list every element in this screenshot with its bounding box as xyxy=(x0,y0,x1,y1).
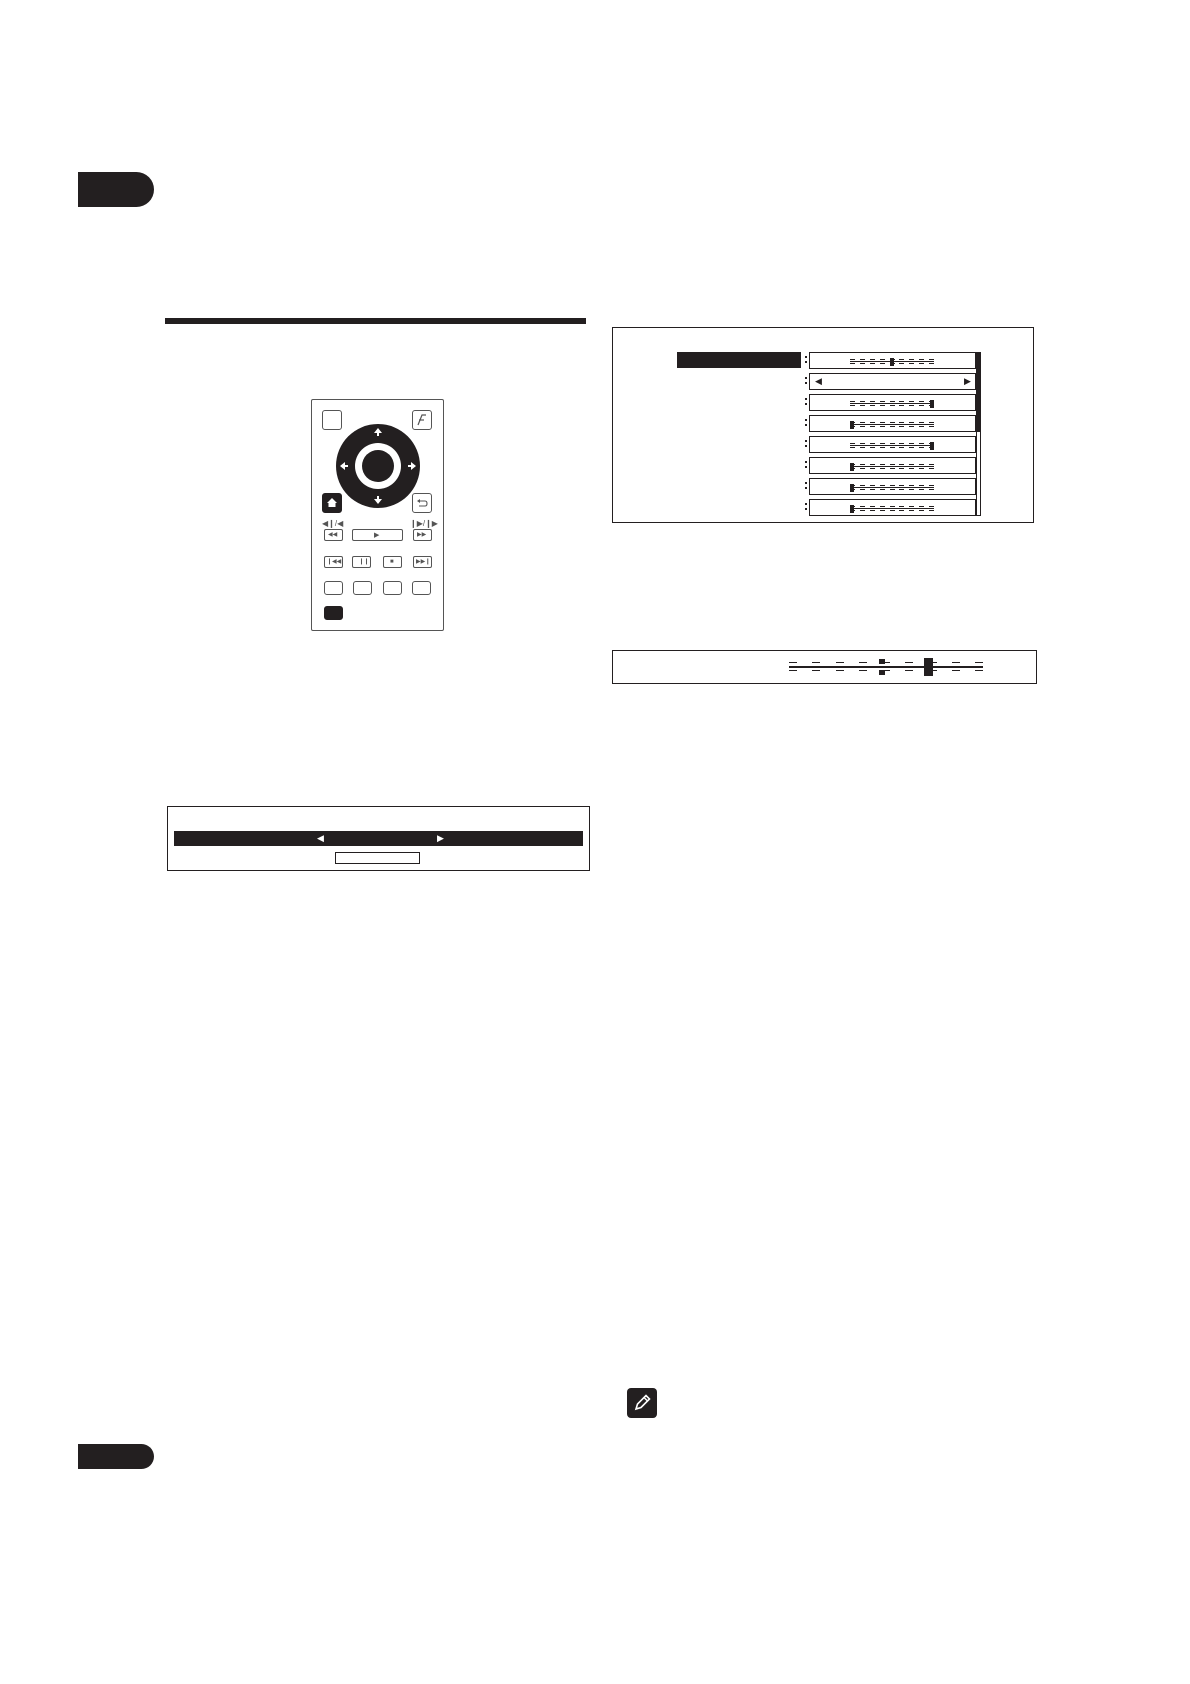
slider-tick xyxy=(909,401,914,402)
slider-tick xyxy=(929,485,934,486)
slider-tick xyxy=(860,489,865,490)
slider-tick xyxy=(899,401,904,402)
adjustment-tick xyxy=(905,662,913,663)
step-forward-label: ❙▶/❙▶ xyxy=(410,519,438,528)
slider-tick xyxy=(870,506,875,507)
slider-tick xyxy=(909,447,914,448)
enter-button[interactable] xyxy=(362,450,394,482)
slider-tick xyxy=(929,363,934,364)
previous-button[interactable] xyxy=(324,556,343,568)
previous-glyph: ❙◀◀ xyxy=(327,559,342,565)
slider-tick xyxy=(880,401,885,402)
color-button-3[interactable] xyxy=(383,581,402,595)
slider-tick xyxy=(890,405,895,406)
return-button[interactable] xyxy=(412,493,432,513)
row-1-slider[interactable] xyxy=(850,358,934,366)
slider-tick xyxy=(870,426,875,427)
slider-knob[interactable] xyxy=(850,505,854,513)
slider-tick xyxy=(860,485,865,486)
rewind-glyph: ◀◀ xyxy=(328,532,338,538)
slider-tick xyxy=(850,359,855,360)
slider-tick xyxy=(899,485,904,486)
slider-tick xyxy=(929,426,934,427)
slider-tick xyxy=(899,464,904,465)
slider-tick xyxy=(860,447,865,448)
slider-tick xyxy=(880,426,885,427)
slider-tick xyxy=(860,464,865,465)
adjustment-center-marker xyxy=(879,659,885,675)
adjustment-tick xyxy=(859,662,867,663)
osd-select-button[interactable] xyxy=(335,852,420,864)
menu-selected-label-highlight[interactable] xyxy=(677,352,801,368)
slider-tick xyxy=(850,443,855,444)
fast-forward-glyph: ▶▶ xyxy=(417,532,427,538)
slider-tick xyxy=(929,468,934,469)
arrow-down-icon[interactable] xyxy=(373,495,383,505)
slider-tick xyxy=(870,359,875,360)
slider-tick xyxy=(929,510,934,511)
slider-tick xyxy=(870,489,875,490)
row-5-slider[interactable] xyxy=(850,442,934,450)
slider-tick xyxy=(870,485,875,486)
slider-tick xyxy=(929,464,934,465)
slider-tick xyxy=(860,510,865,511)
color-button-1[interactable] xyxy=(324,581,343,595)
slider-knob[interactable] xyxy=(850,421,854,429)
slider-tick xyxy=(870,447,875,448)
slider-tick xyxy=(890,485,895,486)
adjustment-track xyxy=(789,666,983,668)
slider-tick xyxy=(870,443,875,444)
slider-knob[interactable] xyxy=(930,400,934,408)
slider-tick xyxy=(870,510,875,511)
slider-tick xyxy=(880,510,885,511)
slider-tick xyxy=(870,401,875,402)
slider-tick xyxy=(929,359,934,360)
select-left-arrow-icon[interactable]: ◀ xyxy=(317,833,324,843)
pencil-note-icon xyxy=(627,1388,657,1418)
slider-tick xyxy=(899,422,904,423)
row-7-slider[interactable] xyxy=(850,484,934,492)
slider-tick xyxy=(919,468,924,469)
slider-tick xyxy=(899,443,904,444)
slider-tick xyxy=(919,405,924,406)
pause-glyph: ❙❙ xyxy=(359,559,370,565)
select-right-arrow-icon[interactable]: ▶ xyxy=(437,833,444,843)
adjustment-bar[interactable] xyxy=(789,657,983,677)
slider-tick xyxy=(909,426,914,427)
slider-tick xyxy=(919,510,924,511)
pause-button[interactable] xyxy=(352,556,371,568)
slider-tick xyxy=(880,447,885,448)
adjustment-tick xyxy=(975,670,983,671)
next-glyph: ▶▶❙ xyxy=(416,559,431,565)
slider-tick xyxy=(899,426,904,427)
home-icon xyxy=(323,494,341,512)
slider-tick xyxy=(919,489,924,490)
fast-forward-button[interactable] xyxy=(413,529,432,541)
play-glyph: ▶ xyxy=(374,532,380,539)
slider-track xyxy=(850,487,934,488)
row-5-slider-value[interactable] xyxy=(809,436,976,453)
slider-tick xyxy=(890,506,895,507)
slider-tick xyxy=(899,447,904,448)
slider-track xyxy=(850,466,934,467)
slider-tick xyxy=(860,506,865,507)
slider-tick xyxy=(890,489,895,490)
return-icon xyxy=(413,494,431,512)
arrow-up-icon[interactable] xyxy=(373,427,383,437)
slider-tick xyxy=(919,447,924,448)
stop-button[interactable] xyxy=(383,556,402,568)
page-number-tab xyxy=(78,1444,154,1469)
slider-tick xyxy=(860,426,865,427)
slider-knob[interactable] xyxy=(850,484,854,492)
slider-tick xyxy=(909,422,914,423)
slider-tick xyxy=(890,401,895,402)
next-button[interactable] xyxy=(413,556,432,568)
adjustment-bar-box xyxy=(612,650,1037,684)
function-button[interactable] xyxy=(412,410,432,430)
slider-knob[interactable] xyxy=(930,442,934,450)
slider-tick xyxy=(880,464,885,465)
chapter-tab xyxy=(78,172,154,207)
slider-tick xyxy=(880,405,885,406)
row-6-slider[interactable] xyxy=(850,463,934,471)
menu-scrollbar-thumb[interactable] xyxy=(976,352,981,432)
slider-tick xyxy=(890,510,895,511)
adjustment-tick xyxy=(789,662,797,663)
color-button-2[interactable] xyxy=(353,581,372,595)
slider-track xyxy=(850,403,934,404)
slider-tick xyxy=(919,485,924,486)
adjustment-tick xyxy=(952,670,960,671)
slider-tick xyxy=(919,359,924,360)
remote-control-illustration xyxy=(311,399,444,631)
row-8-slider-value[interactable] xyxy=(809,499,976,516)
slider-tick xyxy=(880,422,885,423)
slider-tick xyxy=(850,401,855,402)
slider-tick xyxy=(899,489,904,490)
arrow-right-icon[interactable] xyxy=(407,461,417,471)
slider-knob[interactable] xyxy=(890,358,894,366)
adjustment-tick xyxy=(859,670,867,671)
slider-tick xyxy=(880,363,885,364)
play-button[interactable] xyxy=(352,529,403,541)
slider-tick xyxy=(909,405,914,406)
slider-tick xyxy=(919,464,924,465)
function-icon xyxy=(413,411,431,429)
slider-tick xyxy=(919,443,924,444)
slider-tick xyxy=(899,359,904,360)
slider-tick xyxy=(899,363,904,364)
slider-tick xyxy=(870,468,875,469)
slider-tick xyxy=(880,506,885,507)
row-3-slider-value[interactable] xyxy=(809,394,976,411)
row-1-slider-value[interactable] xyxy=(809,352,976,369)
slider-tick xyxy=(909,468,914,469)
home-menu-button[interactable] xyxy=(322,493,342,513)
note-icon-box xyxy=(627,1388,657,1418)
slider-tick xyxy=(880,443,885,444)
stop-glyph: ■ xyxy=(390,559,394,565)
slider-tick xyxy=(890,426,895,427)
slider-tick xyxy=(899,506,904,507)
slider-tick xyxy=(860,405,865,406)
slider-tick xyxy=(880,489,885,490)
osd-select-bar[interactable] xyxy=(174,831,583,846)
slider-tick xyxy=(880,468,885,469)
blank-button-top-left[interactable] xyxy=(322,410,342,430)
adjustment-current-knob[interactable] xyxy=(924,658,933,676)
osd-select-box xyxy=(167,806,590,871)
slider-tick xyxy=(929,422,934,423)
slider-tick xyxy=(890,422,895,423)
row-3-slider[interactable] xyxy=(850,400,934,408)
slider-tick xyxy=(890,447,895,448)
adjustment-tick xyxy=(812,670,820,671)
slider-tick xyxy=(919,426,924,427)
rewind-button[interactable] xyxy=(324,529,343,541)
row-7-slider-value[interactable] xyxy=(809,478,976,495)
slider-tick xyxy=(919,506,924,507)
slider-tick xyxy=(880,359,885,360)
slider-tick xyxy=(929,489,934,490)
slider-tick xyxy=(860,359,865,360)
slider-tick xyxy=(919,363,924,364)
adjustment-tick xyxy=(905,670,913,671)
slider-tick xyxy=(860,443,865,444)
slider-track xyxy=(850,424,934,425)
row-4-slider[interactable] xyxy=(850,421,934,429)
slider-tick xyxy=(899,405,904,406)
slider-tick xyxy=(850,447,855,448)
slider-knob[interactable] xyxy=(850,463,854,471)
step-back-label: ◀❙/◀ xyxy=(322,519,344,528)
slider-tick xyxy=(919,401,924,402)
adjustment-tick xyxy=(836,662,844,663)
slider-tick xyxy=(929,506,934,507)
row-6-slider-value[interactable] xyxy=(809,457,976,474)
slider-tick xyxy=(890,464,895,465)
slider-tick xyxy=(870,363,875,364)
slider-tick xyxy=(899,468,904,469)
slider-tick xyxy=(890,443,895,444)
slider-tick xyxy=(909,485,914,486)
slider-tick xyxy=(850,405,855,406)
slider-tick xyxy=(919,422,924,423)
row-4-slider-value[interactable] xyxy=(809,415,976,432)
section-heading-rule xyxy=(165,318,586,324)
slider-tick xyxy=(909,359,914,360)
row-2-right-arrow-icon[interactable]: ▶ xyxy=(964,376,971,386)
slider-tick xyxy=(890,468,895,469)
row-2-select-value[interactable] xyxy=(809,373,976,390)
highlighted-bottom-button[interactable] xyxy=(324,606,343,620)
slider-tick xyxy=(860,363,865,364)
adjustment-tick xyxy=(975,662,983,663)
slider-tick xyxy=(850,363,855,364)
adjustment-tick xyxy=(952,662,960,663)
picture-settings-menu xyxy=(612,327,1034,523)
row-2-left-arrow-icon[interactable]: ◀ xyxy=(815,376,822,386)
slider-tick xyxy=(880,485,885,486)
slider-tick xyxy=(870,405,875,406)
slider-tick xyxy=(860,422,865,423)
adjustment-tick xyxy=(789,670,797,671)
slider-tick xyxy=(870,422,875,423)
slider-tick xyxy=(909,506,914,507)
slider-tick xyxy=(909,443,914,444)
slider-track xyxy=(850,445,934,446)
slider-tick xyxy=(860,401,865,402)
slider-tick xyxy=(909,510,914,511)
arrow-left-icon[interactable] xyxy=(339,461,349,471)
adjustment-tick xyxy=(836,670,844,671)
slider-tick xyxy=(909,464,914,465)
slider-tick xyxy=(860,468,865,469)
slider-tick xyxy=(909,363,914,364)
adjustment-tick xyxy=(812,662,820,663)
color-button-4[interactable] xyxy=(412,581,431,595)
slider-tick xyxy=(909,489,914,490)
slider-tick xyxy=(899,510,904,511)
row-8-slider[interactable] xyxy=(850,505,934,513)
slider-track xyxy=(850,508,934,509)
slider-tick xyxy=(870,464,875,465)
